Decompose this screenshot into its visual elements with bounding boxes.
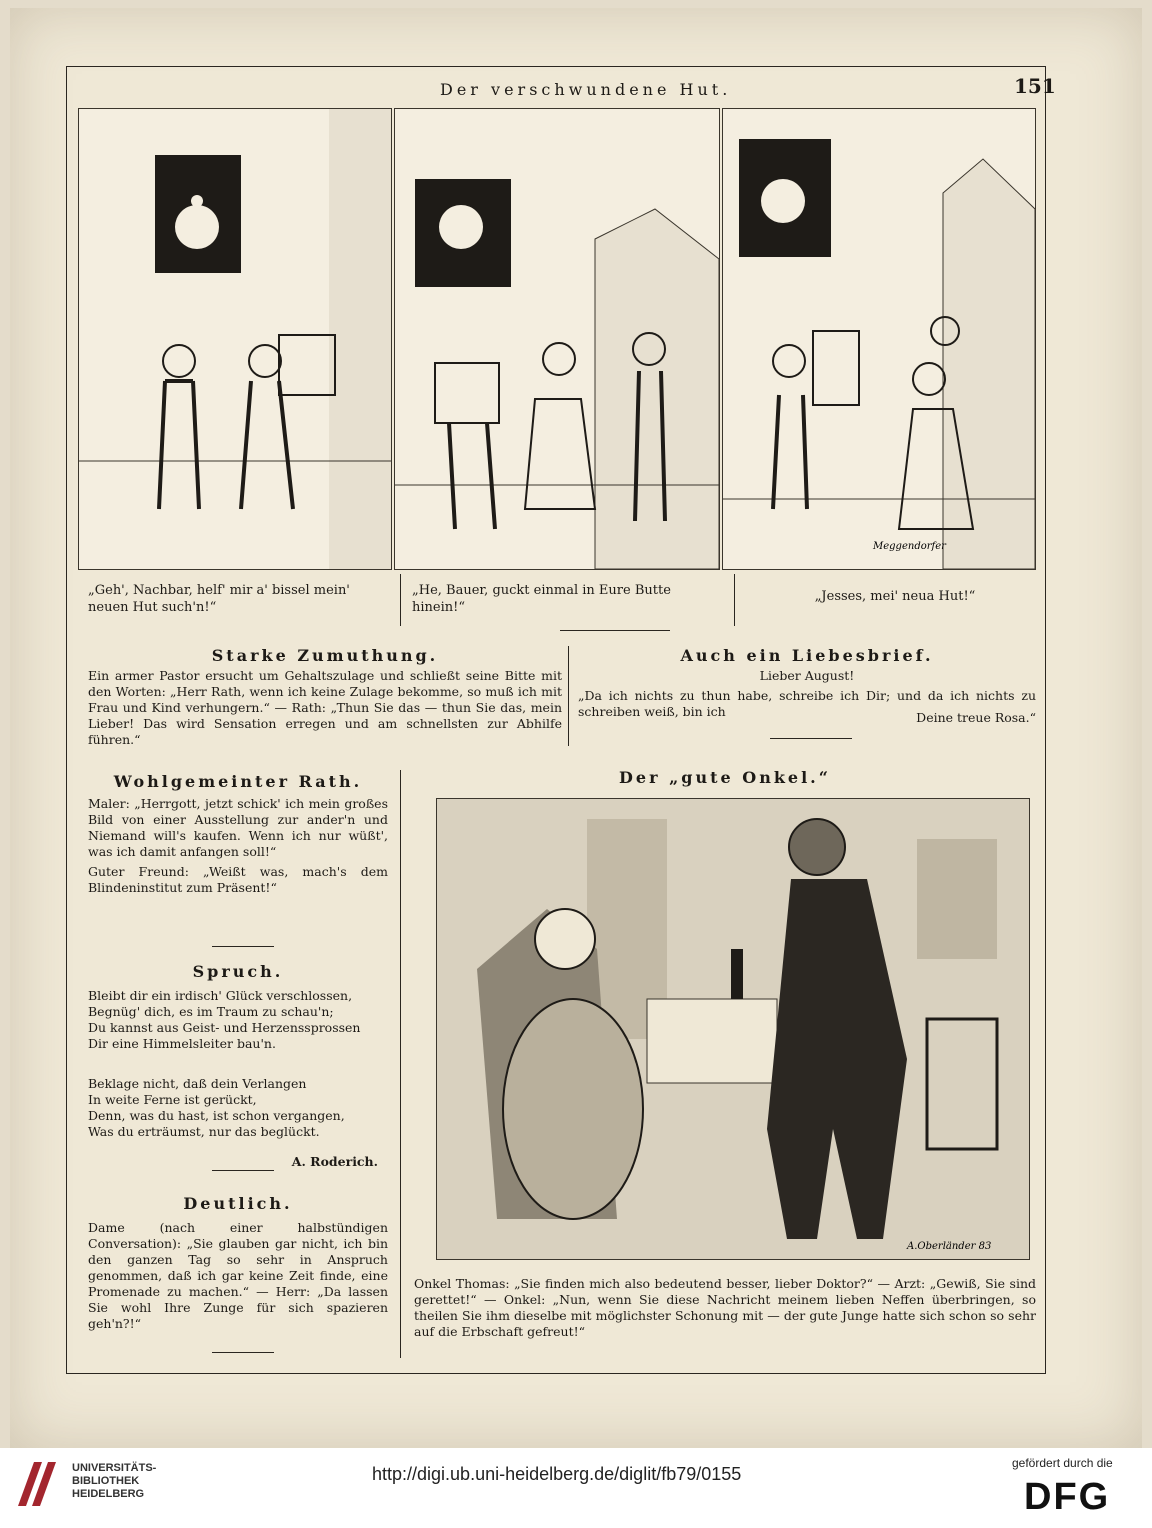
poem-line: Dir eine Himmelsleiter bau'n. — [88, 1036, 276, 1051]
poem-line: Was du erträumst, nur das beglückt. — [88, 1124, 320, 1139]
section-text-starke-zumuthung: Ein armer Pastor ersucht um Gehaltszulage und schließt seine Bitte mit den Worten: „Herr Rath, wenn ich keine Zulage bekomme, so muß ich mit Frau und Kind verhungern.“ — Rath: „Thun Sie das — thun Sie das, mein Lieber! Das wird Sensation erregen und am schnellsten zur Abhilfe führen.“ — [88, 668, 562, 747]
divider-rule — [212, 1352, 274, 1353]
poem-line: Bleibt dir ein irdisch' Glück verschlossen, — [88, 988, 353, 1003]
page-number: 151 — [1014, 74, 1056, 98]
poem-stanza-1 — [88, 988, 388, 1052]
funding-note: gefördert durch die — [1012, 1456, 1113, 1470]
poem-line: Denn, was du hast, ist schon vergangen, — [88, 1108, 345, 1123]
comic-illustration-2 — [395, 109, 719, 569]
source-url-link[interactable]: http://digi.ub.uni-heidelberg.de/diglit/fb79/0155 — [372, 1464, 742, 1484]
library-name-line: UNIVERSITÄTS- — [72, 1462, 157, 1474]
poem-stanza-2 — [88, 1076, 388, 1140]
divider-rule — [212, 946, 274, 947]
comic-illustration-3 — [723, 109, 1035, 569]
comic-panel-1 — [78, 108, 392, 570]
letter-salutation: Lieber August! — [759, 668, 855, 683]
column-divider — [400, 770, 401, 1358]
caption-divider — [400, 574, 401, 626]
section-text-guter-onkel: Onkel Thomas: „Sie finden mich also bedeutend besser, lieber Doktor?“ — Arzt: „Gewiß, Sie sind gerettet!“ — Onkel: „Nun, wenn Sie diese Nachricht meinem lieben Neffen überbringen, so theilen Sie ihm dieselbe mit möglichster Schonung mit — der gute Junge hatte sich schon so sehr auf die Erbschaft gefreut!“ — [414, 1276, 1036, 1339]
library-name-line: BIBLIOTHEK — [72, 1475, 140, 1487]
divider-rule — [770, 738, 852, 739]
comic-panel-2 — [394, 108, 720, 570]
divider-rule — [212, 1170, 274, 1171]
comic-signature: Meggendorfer — [873, 541, 946, 552]
caption-divider — [734, 574, 735, 626]
divider-rule — [560, 630, 670, 631]
comic-caption-2: „He, Bauer, guckt einmal in Eure Butte hinein!“ — [412, 583, 671, 615]
letter-body: „Da ich nichts zu thun habe, schreibe ich Dir; und da ich nichts zu schreiben weiß, bin ich — [578, 688, 1036, 719]
library-name — [72, 1462, 156, 1501]
footer-bar — [0, 1448, 1152, 1528]
comic-illustration-1 — [79, 109, 391, 569]
comic-panel-3 — [722, 108, 1036, 570]
dfg-logo: DFG — [1024, 1476, 1111, 1518]
poem-author: A. Roderich. — [291, 1154, 378, 1169]
library-logo-icon — [14, 1458, 62, 1510]
comic-caption-3: „Jesses, mei' neua Hut!“ — [814, 589, 976, 604]
section-title-deutlich: Deutlich. — [183, 1194, 293, 1213]
running-title: Der verschwundene Hut. — [440, 80, 732, 99]
poem-line: In weite Ferne ist gerückt, — [88, 1092, 257, 1107]
section-title-liebesbrief: Auch ein Liebesbrief. — [680, 646, 934, 665]
section-title-guter-onkel: Der „gute Onkel.“ — [619, 768, 831, 787]
rath-paragraph-2: Guter Freund: „Weißt was, mach's dem Blindeninstitut zum Präsent!“ — [88, 864, 388, 895]
section-text-deutlich: Dame (nach einer halbstündigen Conversation): „Sie glauben gar nicht, ich bin den ganzen Tag so sehr in Anspruch genommen, daß ich gar keine Zeit finde, eine Promenade zu machen.“ — Herr: „Da lassen Sie wohl Ihre Zunge für sich spazieren geh'n?!“ — [88, 1220, 388, 1331]
poem-line: Begnüg' dich, es im Traum zu schau'n; — [88, 1004, 334, 1019]
letter-closing: Deine treue Rosa.“ — [916, 710, 1036, 725]
column-divider — [568, 646, 569, 746]
section-title-wohlgemeinter-rath: Wohlgemeinter Rath. — [113, 772, 363, 791]
poem-line: Beklage nicht, daß dein Verlangen — [88, 1076, 307, 1091]
onkel-drawing — [437, 799, 1029, 1259]
poem-line: Du kannst aus Geist- und Herzenssprossen — [88, 1020, 361, 1035]
library-name-line: HEIDELBERG — [72, 1488, 145, 1500]
comic-caption-1: „Geh', Nachbar, helf' mir a' bissel mein' neuen Hut such'n!“ — [88, 583, 350, 615]
section-title-starke-zumuthung: Starke Zumuthung. — [211, 646, 439, 665]
rath-paragraph-1: Maler: „Herrgott, jetzt schick' ich mein großes Bild von einer Ausstellung zur ander'n und Niemand will's kaufen. Wenn ich nur wüßt', was ich damit anfangen soll!“ — [88, 796, 388, 859]
onkel-illustration — [436, 798, 1030, 1260]
section-title-spruch: Spruch. — [192, 962, 284, 981]
section-text-wohlgemeinter-rath — [88, 796, 388, 900]
onkel-signature: A.Oberländer 83 — [907, 1241, 992, 1252]
